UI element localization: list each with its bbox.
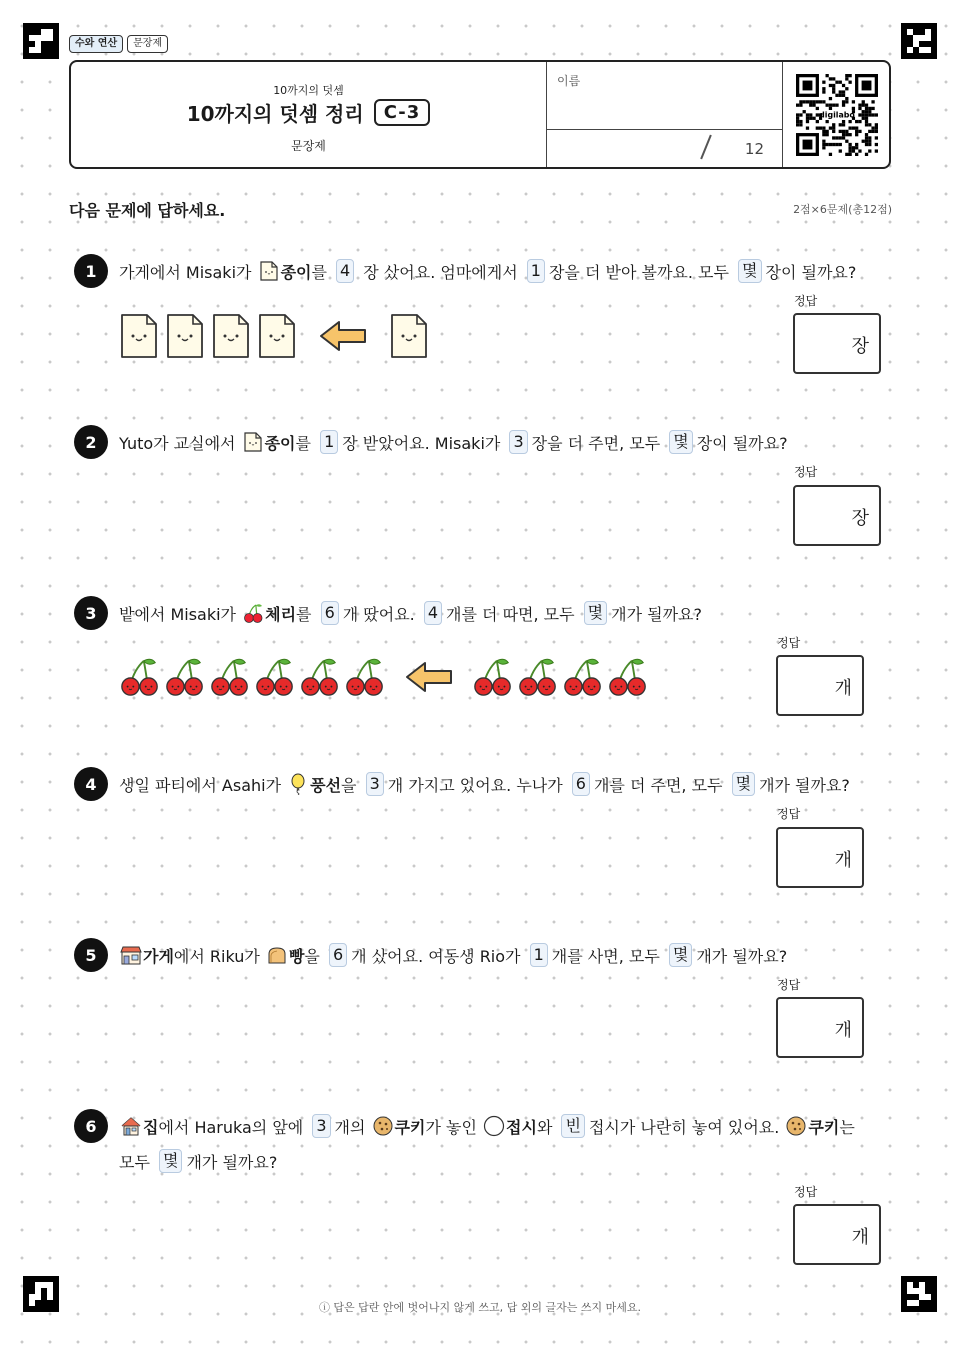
answer-label: 정답 bbox=[777, 636, 801, 650]
question-number: 5 bbox=[74, 938, 108, 972]
question-text-segment: 에서 Riku가 bbox=[173, 946, 265, 966]
answer-unit: 개 bbox=[851, 1227, 869, 1248]
category-tags bbox=[69, 35, 168, 53]
question-text-segment: 을 bbox=[341, 775, 362, 795]
number-box: 몇 bbox=[738, 259, 761, 283]
question-text-segment: 장을 더 받아 볼까요. 모두 bbox=[548, 262, 735, 282]
keyword: 쿠키 bbox=[808, 1117, 840, 1137]
number-box: 6 bbox=[321, 601, 339, 625]
footer-note: ⓘ 답은 답란 안에 벗어나지 않게 쓰고, 답 외의 글자는 쓰지 마세요. bbox=[318, 1301, 642, 1314]
question-text-segment: 밭에서 Misaki가 bbox=[119, 604, 242, 624]
question-text-segment: 개가 될까요? bbox=[611, 604, 702, 624]
keyword: 종이 bbox=[264, 433, 296, 453]
cherry-icon bbox=[242, 602, 264, 624]
answer-label: 정답 bbox=[794, 465, 818, 479]
question-text-segment: 장 받았어요. Misaki가 bbox=[342, 433, 506, 453]
name-label: 이름 bbox=[557, 74, 581, 88]
number-box: 3 bbox=[312, 1114, 330, 1138]
question-number: 1 bbox=[74, 254, 108, 288]
question-number: 2 bbox=[74, 425, 108, 459]
arrow-left-icon bbox=[319, 319, 367, 353]
answer-unit: 개 bbox=[834, 678, 852, 699]
question-text-segment: 는 bbox=[839, 1117, 855, 1137]
question-text-segment: 개 가지고 있어요. 누나가 bbox=[387, 775, 568, 795]
keyword: 풍선 bbox=[310, 775, 342, 795]
cherry-icon bbox=[254, 656, 296, 698]
number-box: 1 bbox=[320, 430, 338, 454]
question-text-segment: 개를 더 주면, 모두 bbox=[593, 775, 728, 795]
number-box: 1 bbox=[530, 943, 548, 967]
paper-icon bbox=[211, 312, 251, 360]
question-text bbox=[119, 1112, 855, 1140]
answer-box[interactable] bbox=[776, 655, 864, 716]
cookie-icon bbox=[372, 1115, 394, 1137]
question-text-segment: 와 bbox=[536, 1117, 558, 1137]
question-text bbox=[119, 941, 787, 969]
corner-marker-top-right bbox=[901, 23, 937, 59]
score-slash bbox=[700, 135, 712, 160]
question-text-segment: 에서 Haruka의 앞에 bbox=[158, 1117, 309, 1137]
question-text-segment: 를 bbox=[296, 604, 317, 624]
answer-unit: 장 bbox=[851, 508, 869, 529]
number-box: 4 bbox=[336, 259, 354, 283]
level-badge: C-3 bbox=[374, 99, 431, 126]
question-text bbox=[119, 257, 856, 285]
answer-label: 정답 bbox=[777, 978, 801, 992]
number-box: 몇 bbox=[159, 1149, 182, 1173]
answer-box[interactable] bbox=[776, 827, 864, 888]
title-area bbox=[71, 62, 546, 167]
question-text-segment: 장이 될까요? bbox=[765, 262, 857, 282]
question-text-segment: 를 bbox=[311, 262, 333, 282]
number-box: 3 bbox=[366, 772, 384, 796]
keyword: 빵 bbox=[288, 946, 305, 966]
number-box: 몇 bbox=[669, 943, 692, 967]
question-text-segment: 개가 될까요? bbox=[759, 775, 850, 795]
question-number: 4 bbox=[74, 767, 108, 801]
number-box: 빈 bbox=[561, 1114, 584, 1138]
answer-label: 정답 bbox=[777, 807, 801, 821]
question-text-segment: 를 bbox=[295, 433, 317, 453]
picture-row bbox=[119, 312, 429, 360]
answer-box[interactable] bbox=[793, 313, 881, 374]
answer-box[interactable] bbox=[793, 485, 881, 546]
question-text-segment: 장 샀어요. 엄마에게서 bbox=[358, 262, 523, 282]
keyword: 가게 bbox=[143, 946, 174, 966]
cherry-icon bbox=[209, 656, 251, 698]
cherry-icon bbox=[607, 656, 649, 698]
number-box: 1 bbox=[527, 259, 545, 283]
question-text-segment: 개 샀어요. 여동생 Rio가 bbox=[351, 946, 526, 966]
arrow-left-icon bbox=[405, 660, 453, 694]
question-text bbox=[119, 428, 788, 456]
answer-unit: 개 bbox=[834, 850, 852, 871]
question-text-segment: 장을 더 주면, 모두 bbox=[531, 433, 666, 453]
question-text-segment: 개가 될까요? bbox=[186, 1152, 278, 1172]
paper-icon bbox=[258, 260, 280, 282]
question-text-segment: 가 놓인 bbox=[425, 1117, 483, 1137]
shop-icon bbox=[120, 944, 142, 966]
question-text-segment: 접시가 나란히 놓여 있어요. bbox=[588, 1117, 785, 1137]
answer-unit: 장 bbox=[851, 336, 869, 357]
question-text-segment: 개를 더 따면, 모두 bbox=[446, 604, 580, 624]
paper-icon bbox=[257, 312, 297, 360]
score-total: 12 bbox=[744, 140, 764, 158]
corner-marker-top-left bbox=[23, 23, 59, 59]
question-text-segment: 가게에서 Misaki가 bbox=[119, 262, 257, 282]
worksheet-title: 10까지의 덧셈 정리 bbox=[186, 102, 364, 126]
supertitle: 10까지의 덧셈 bbox=[273, 84, 344, 97]
cookie-icon bbox=[785, 1115, 807, 1137]
keyword: 쿠키 bbox=[394, 1117, 426, 1137]
bread-icon bbox=[266, 944, 288, 966]
number-box: 4 bbox=[424, 601, 442, 625]
question-number: 6 bbox=[74, 1109, 108, 1143]
number-box: 6 bbox=[329, 943, 347, 967]
balloon-icon bbox=[287, 773, 309, 795]
cherry-icon bbox=[344, 656, 386, 698]
question-text-segment: 생일 파티에서 Asahi가 bbox=[119, 775, 287, 795]
question-text bbox=[119, 1147, 277, 1175]
answer-unit: 개 bbox=[834, 1020, 852, 1041]
svg-text:digilabo: digilabo bbox=[819, 110, 855, 120]
answer-label: 정답 bbox=[794, 1185, 818, 1199]
question-text-segment: 개의 bbox=[334, 1117, 371, 1137]
keyword: 체리 bbox=[265, 604, 297, 624]
subtitle: 문장제 bbox=[291, 139, 326, 153]
points-info: 2점×6문제(총12점) bbox=[793, 203, 892, 216]
qr-area bbox=[782, 62, 889, 167]
keyword: 종이 bbox=[280, 262, 312, 282]
answer-box[interactable] bbox=[776, 997, 864, 1058]
name-score-area bbox=[546, 62, 782, 167]
plate-icon bbox=[483, 1115, 505, 1137]
name-divider bbox=[547, 129, 783, 130]
number-box: 3 bbox=[509, 430, 527, 454]
question-text-segment: 개 땄어요. bbox=[342, 604, 420, 624]
answer-label: 정답 bbox=[794, 294, 818, 308]
cherry-icon bbox=[164, 656, 206, 698]
cherry-icon bbox=[119, 656, 161, 698]
question-text-segment: 개가 될까요? bbox=[696, 946, 788, 966]
qr-code-icon bbox=[796, 74, 878, 156]
house-icon bbox=[120, 1115, 142, 1137]
category-tag-secondary: 문장제 bbox=[127, 35, 168, 53]
number-box: 몇 bbox=[584, 601, 607, 625]
category-tag-primary: 수와 연산 bbox=[69, 35, 123, 53]
instruction: 다음 문제에 답하세요. bbox=[69, 201, 226, 220]
cherry-icon bbox=[472, 656, 514, 698]
paper-icon bbox=[242, 431, 264, 453]
cherry-icon bbox=[562, 656, 604, 698]
cherry-icon bbox=[517, 656, 559, 698]
title-row bbox=[71, 98, 546, 127]
answer-box[interactable] bbox=[793, 1204, 881, 1265]
keyword: 접시 bbox=[506, 1117, 537, 1137]
number-box: 6 bbox=[572, 772, 590, 796]
question-text bbox=[119, 770, 850, 798]
question-text-segment: 장이 될까요? bbox=[696, 433, 788, 453]
paper-icon bbox=[119, 312, 159, 360]
number-box: 몇 bbox=[669, 430, 692, 454]
keyword: 집 bbox=[143, 1117, 159, 1137]
number-box: 몇 bbox=[732, 772, 755, 796]
question-text bbox=[119, 599, 702, 627]
question-number: 3 bbox=[74, 596, 108, 630]
question-text-segment: Yuto가 교실에서 bbox=[119, 433, 241, 453]
question-text-segment: 개를 사면, 모두 bbox=[551, 946, 665, 966]
cherry-icon bbox=[299, 656, 341, 698]
picture-row bbox=[119, 656, 649, 698]
paper-icon bbox=[165, 312, 205, 360]
question-text-segment: 모두 bbox=[119, 1152, 155, 1172]
worksheet-header bbox=[69, 60, 891, 169]
paper-icon bbox=[389, 312, 429, 360]
question-text-segment: 을 bbox=[304, 946, 325, 966]
